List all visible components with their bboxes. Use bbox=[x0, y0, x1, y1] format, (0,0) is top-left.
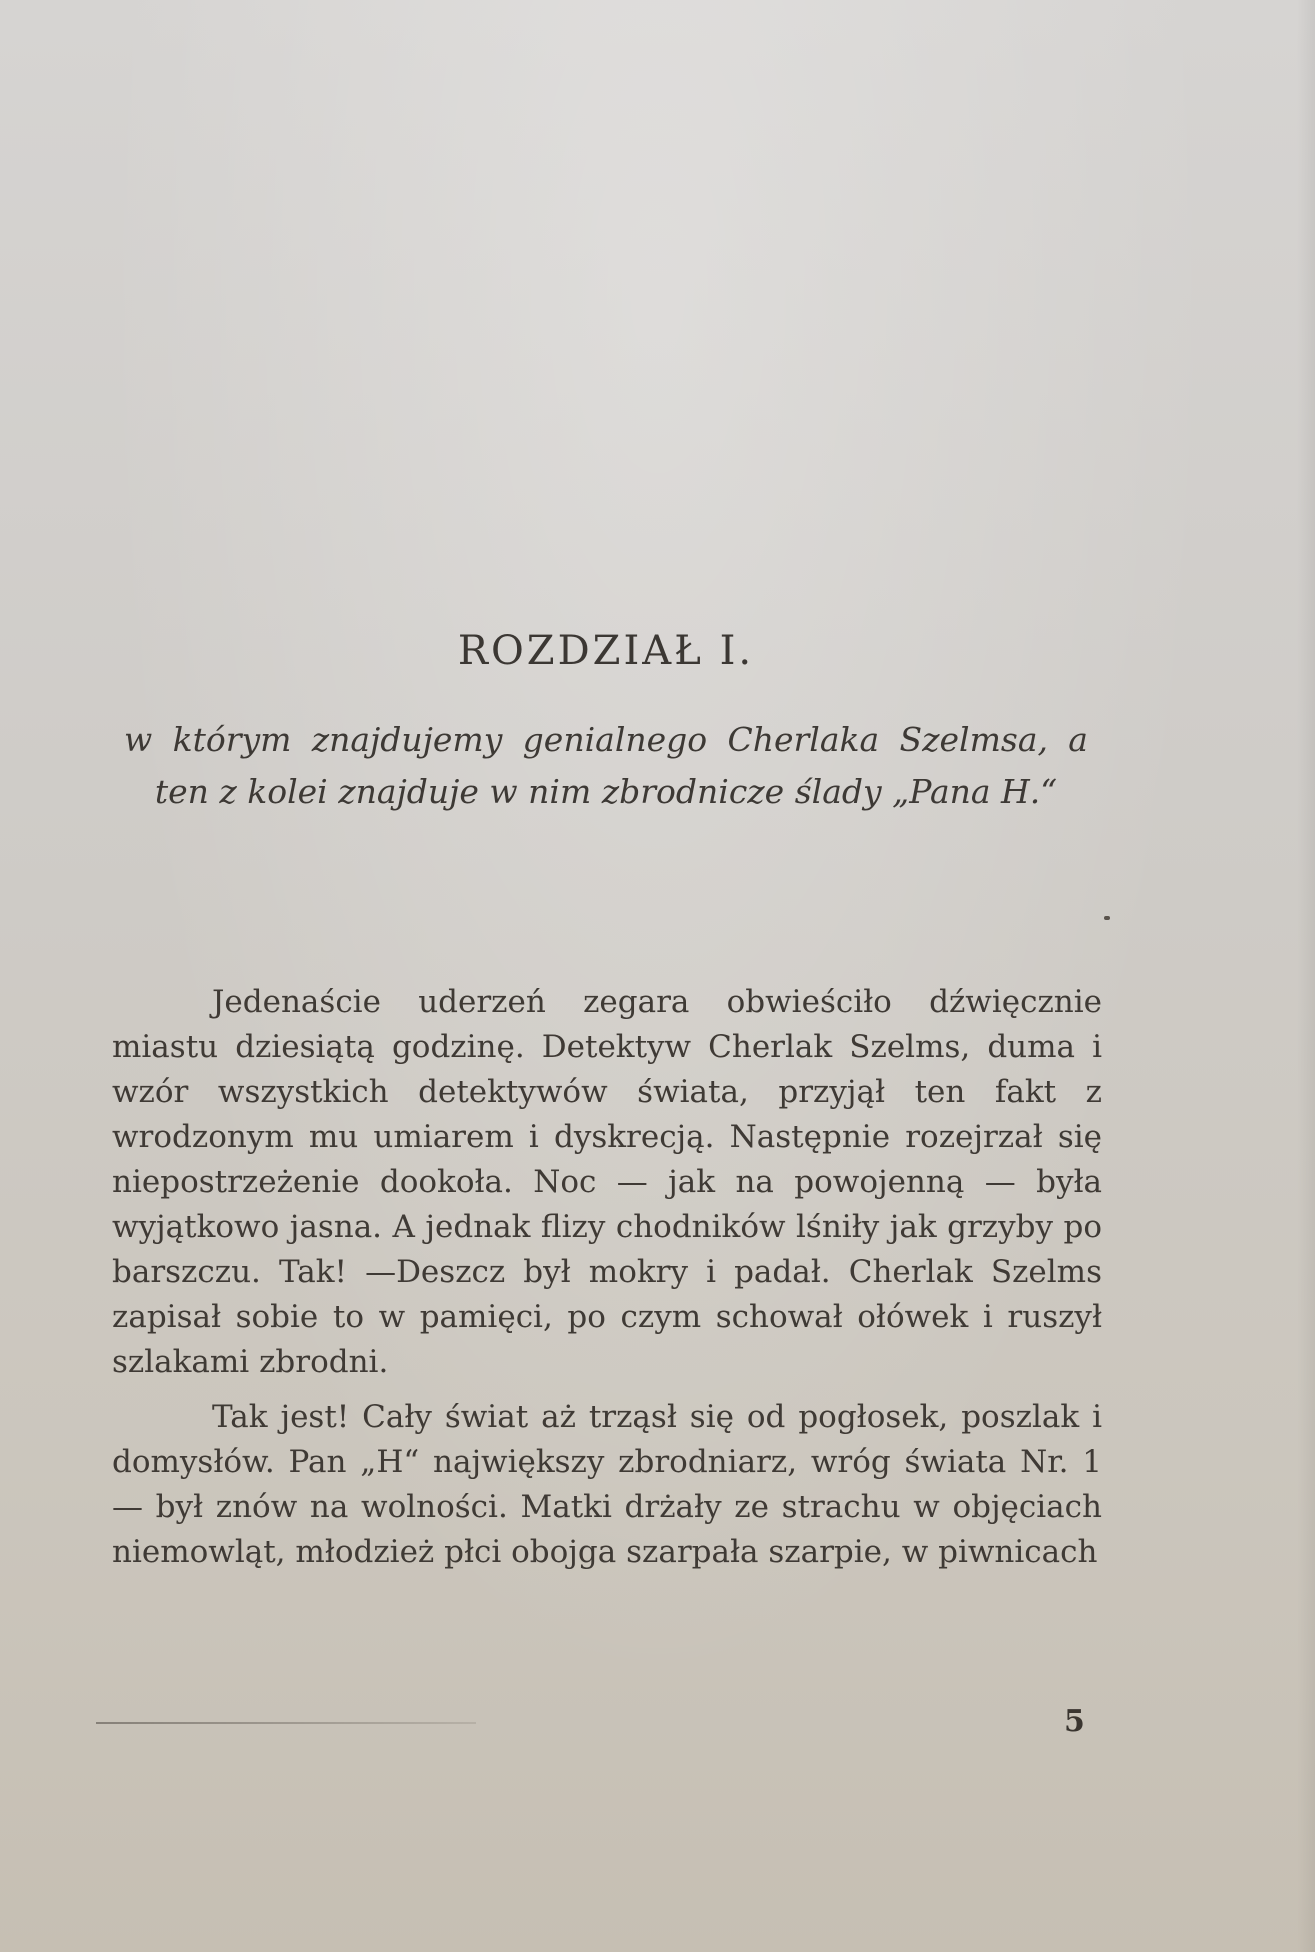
chapter-subtitle: w którym znajdujemy genialnego Cherlaka Szelmsa, a ten z kolei znajduje w nim zbrodnicze ślady „Pana H.“ bbox=[124, 720, 1088, 811]
chapter-title: ROZDZIAŁ I. bbox=[457, 628, 755, 674]
paragraph: Jedenaście uderzeń zegara obwieściło dźwięcznie miastu dziesiątą godzinę. Detektyw Cherlak Szelms, duma i wzór wszystkich detektywów świata, przyjął ten fakt z wrodzonym mu umiarem i dyskrecją. Następnie rozejrzał się niepostrzeżenie dookoła. Noc — jak na powojenną — była wyjątkowo jasna. A jednak flizy chodników lśniły jak grzyby po barszczu. Tak! —Deszcz był mokry i padał. Cherlak Szelms zapisał sobie to w pamięci, po czym schował ołówek i ruszył szlakami zbrodni. bbox=[112, 984, 1102, 1380]
paragraph: Tak jest! Cały świat aż trząsł się od pogłosek, poszlak i domysłów. Pan „H“ największy zbrodniarz, wróg świata Nr. 1 — był znów na wolności. Matki drżały ze strachu w objęciach niemowląt, młodzież płci obojga szarpała szarpie, w piwnicach bbox=[112, 1399, 1102, 1570]
page-edge-shadow bbox=[1297, 0, 1315, 1952]
page-number: 5 bbox=[1064, 1704, 1085, 1739]
ornament-mark bbox=[1104, 916, 1110, 920]
chapter-heading-block bbox=[112, 628, 1100, 838]
footer-rule bbox=[96, 1722, 476, 1724]
body-text bbox=[112, 980, 1102, 1585]
